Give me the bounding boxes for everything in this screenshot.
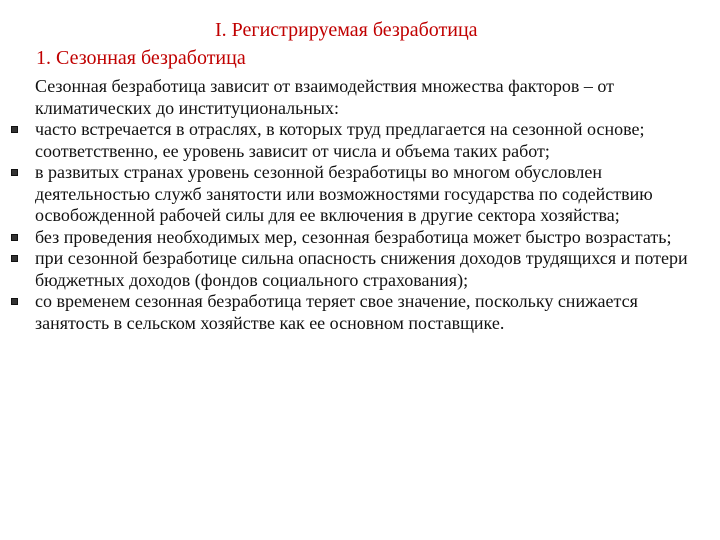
list-item-text: часто встречается в отраслях, в которых труд предлагается на сезонной основе; соответственно, ее уровень зависит от числа и объема таких работ;	[35, 119, 645, 161]
bullet-list	[0, 119, 720, 334]
list-item	[0, 119, 715, 162]
list-item	[0, 227, 715, 249]
square-bullet-icon	[11, 169, 18, 176]
list-item-text: со временем сезонная безработица теряет свое значение, поскольку снижается занятость в сельском хозяйстве как ее основном поставщике.	[35, 291, 638, 333]
square-bullet-icon	[11, 255, 18, 262]
list-item	[0, 291, 715, 334]
square-bullet-icon	[11, 234, 18, 241]
slide-title: I. Регистрируемая безработица	[215, 19, 478, 41]
list-item-text: в развитых странах уровень сезонной безработицы во многом обусловлен деятельностью служб занятости или возможностями государства по содействию освобожденной рабочей силы для ее включения в другие сектора хозяйства;	[35, 162, 653, 225]
list-item-text: без проведения необходимых мер, сезонная безработица может быстро возрастать;	[35, 226, 672, 247]
slide-subtitle: 1. Сезонная безработица	[36, 47, 246, 69]
list-item	[0, 162, 715, 227]
list-item	[0, 248, 715, 291]
square-bullet-icon	[11, 126, 18, 133]
list-item-text: при сезонной безработице сильна опасность снижения доходов трудящихся и потери бюджетных доходов (фондов социального страхования);	[35, 248, 688, 290]
square-bullet-icon	[11, 298, 18, 305]
intro-paragraph: Сезонная безработица зависит от взаимодействия множества факторов – от климатических до институциональных:	[35, 76, 614, 118]
